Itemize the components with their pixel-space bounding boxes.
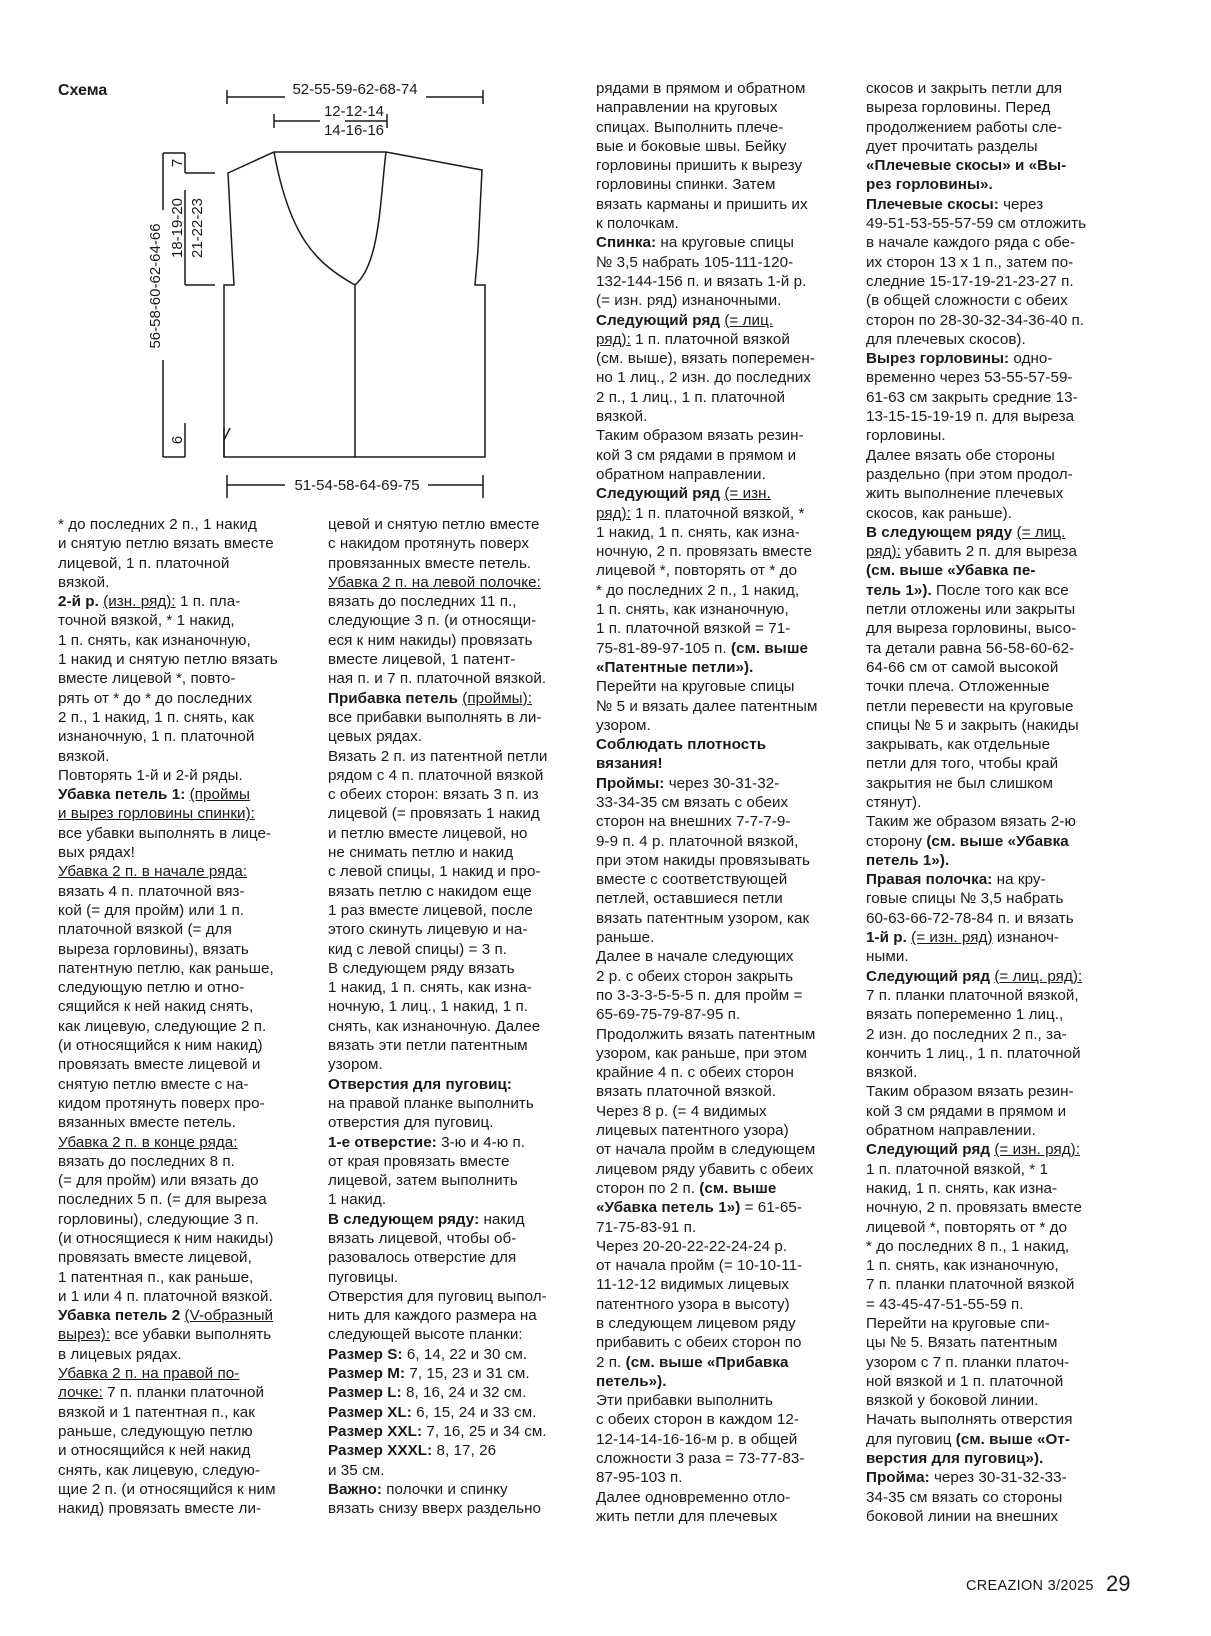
text-line: закрывать, как отдельные [866, 736, 1051, 754]
text-line: Далее одновременно отло- [596, 1488, 791, 1506]
vest-schematic [0, 0, 520, 494]
text-line: сторон по 28-30-32-34-36-40 п. [866, 311, 1085, 329]
text-line: 1 раз вместе лицевой, после [328, 901, 533, 919]
text-line: Пройма: через 30-31-32-33- [866, 1469, 1067, 1487]
text-line: Далее в начале следующих [596, 948, 794, 966]
text-line: вязать снизу вверх раздельно [328, 1500, 542, 1518]
text-line: лицевой *, повторять от * до [596, 562, 798, 580]
text-line: скосов и закрыть петли для [866, 80, 1063, 97]
text-line: ной вязкой и 1 п. платочной [866, 1372, 1064, 1390]
text-line: цевой и снятую петлю вместе [328, 516, 540, 533]
text-line: снять, как лицевую, следую- [58, 1461, 261, 1479]
text-line: Следующий ряд (= изн. [596, 485, 771, 503]
text-line: щие 2 п. (и относящийся к ним [58, 1480, 276, 1498]
scheme-title: Схема [58, 82, 108, 99]
text-line: раньше. [596, 929, 655, 947]
text-line: к полочкам. [596, 215, 679, 233]
text-line: 132-144-156 п. и вязать 1-й р. [596, 272, 807, 290]
text-line: ряд): 1 п. платочной вязкой [596, 330, 790, 348]
rib-height-label: 6 [169, 435, 186, 445]
text-line: (см. выше), вязать поперемен- [596, 350, 815, 368]
text-line: сящийся к ней накид снять, [58, 998, 254, 1016]
bottom-width-label: 51-54-58-64-69-75 [294, 477, 420, 494]
text-line: (= изн. ряд) изнаночными. [596, 292, 782, 310]
text-line: кой 3 см рядами в прямом и [866, 1102, 1067, 1120]
text-line: сложности 3 раза = 73-77-83- [596, 1450, 805, 1468]
text-line: Соблюдать плотность [596, 736, 767, 754]
text-line: Таким образом вязать резин- [596, 427, 804, 445]
text-line: горловины спинки. Затем [596, 176, 776, 194]
text-line: 49-51-53-55-57-59 см отложить [866, 215, 1087, 233]
text-line: Правая полочка: на кру- [866, 871, 1046, 889]
text-line: Эти прибавки выполнить [596, 1392, 773, 1410]
text-line: Вязать 2 п. из патентной петли [328, 747, 548, 765]
text-line: выреза горловины. Перед [866, 99, 1051, 117]
text-line: «Плечевые скосы» и «Вы- [866, 157, 1067, 175]
text-line: в лицевых рядах. [58, 1345, 182, 1363]
text-line: лицевой *, повторять от * до [866, 1218, 1068, 1236]
text-line: не снимать петлю и накид [328, 844, 514, 862]
text-line: вязкой и 1 патентная п., как [58, 1403, 255, 1421]
text-line: по 3-3-3-5-5-5 п. для пройм = [596, 986, 803, 1004]
text-line: с накидом протянуть поверх [328, 535, 529, 553]
text-line: направлении на круговых [596, 99, 778, 117]
text-line: 2 п., 1 лиц., 1 п. платочной [596, 388, 785, 406]
text-line: следующую петлю и отно- [58, 979, 245, 997]
text-line: вязать платочной вязкой. [596, 1083, 777, 1101]
text-line: патентную петлю, как раньше, [58, 959, 274, 977]
text-line: вместе лицевой, 1 патент- [328, 651, 516, 669]
text-line: вязать патентным узором, как [596, 909, 810, 927]
text-line: узором. [328, 1056, 383, 1074]
text-column-2 [328, 515, 590, 1518]
text-line: лицевой, затем выполнить [328, 1172, 518, 1190]
text-line: (= для пройм) или вязать до [58, 1172, 259, 1190]
text-line: ная п. и 7 п. платочной вязкой. [328, 670, 547, 688]
text-line: вязать 4 п. платочной вяз- [58, 882, 245, 900]
text-line: закрытия не был слишком [866, 774, 1054, 792]
text-line: Вырез горловины: одно- [866, 350, 1053, 368]
shoulder-drop-label: 7 [169, 158, 186, 168]
text-line: 2 п. (см. выше «Прибавка [596, 1353, 789, 1371]
text-line: Следующий ряд (= изн. ряд): [866, 1141, 1081, 1159]
text-line: вязкой. [596, 408, 648, 426]
text-line: лицевом ряду убавить с обеих [596, 1160, 814, 1178]
page-number: 29 [1106, 1571, 1131, 1596]
text-line: сторон по 2 п. (см. выше [596, 1179, 777, 1197]
text-line: кид с левой спицы) = 3 п. [328, 940, 508, 958]
text-line: жить выполнение плечевых [866, 485, 1064, 503]
text-line: в начале каждого ряда с обе- [866, 234, 1076, 252]
armhole-label-1: 18-19-20 [169, 197, 186, 259]
text-line: но 1 лиц., 2 изн. до последних [596, 369, 811, 387]
text-line: узором, как раньше, при этом [596, 1044, 808, 1062]
text-line: петли для того, чтобы край [866, 755, 1059, 773]
text-line: накид) провязать вместе ли- [58, 1500, 262, 1518]
text-line: 71-75-83-91 п. [596, 1218, 697, 1236]
text-line: спицах. Выполнить плече- [596, 118, 784, 136]
text-line: та детали равна 56-58-60-62- [866, 639, 1075, 657]
text-line: Через 8 р. (= 4 видимых [596, 1102, 767, 1120]
text-line: с обеих сторон в каждом 12- [596, 1411, 799, 1429]
text-line: Размер S: 6, 14, 22 и 30 см. [328, 1345, 528, 1363]
text-line: Прибавка петель (проймы): [328, 689, 533, 707]
text-line: от начала пройм в следующем [596, 1141, 816, 1159]
text-line: 11-12-12 видимых лицевых [596, 1276, 790, 1294]
text-line: для плечевых скосов). [866, 330, 1026, 348]
text-line: 2 изн. до последних 2 п., за- [866, 1025, 1067, 1043]
text-line: жить петли для плечевых [596, 1507, 778, 1525]
text-line: петли перевести на круговые [866, 697, 1074, 715]
text-line: Размер M: 7, 15, 23 и 31 см. [328, 1365, 530, 1383]
text-line: ночную, 1 лиц., 1 накид, 1 п. [328, 998, 529, 1016]
text-line: 1 п. снять, как изнаночную, [596, 601, 789, 619]
text-line: 61-63 см закрыть средние 13- [866, 388, 1078, 406]
text-line: 13-15-15-19-19 п. для выреза [866, 408, 1075, 426]
text-line: петлей, оставшиеся петли [596, 890, 783, 908]
text-line: Важно: полочки и спинку [328, 1480, 508, 1498]
text-line: Далее вязать обе стороны [866, 446, 1055, 464]
text-line: отверстия для пуговиц. [328, 1114, 494, 1132]
text-line: следующей высоте планки: [328, 1326, 523, 1344]
text-line: 1 накид и снятую петлю вязать [58, 651, 278, 669]
text-column-3 [596, 79, 858, 1526]
text-line: патентного узора в высоту) [596, 1295, 790, 1313]
text-line: Убавка 2 п. в конце ряда: [58, 1133, 238, 1151]
neck-width-label-2: 14-16-16 [323, 122, 385, 139]
text-line: 9-9 п. 4 р. платочной вязкой, [596, 832, 799, 850]
text-line: платочной вязкой (= для [58, 921, 232, 939]
text-line: петель»). [596, 1372, 667, 1390]
text-line: вязать до последних 11 п., [328, 593, 517, 611]
text-line: 12-14-14-16-16-м р. в общей [596, 1430, 798, 1448]
text-line: провязать вместе лицевой, [58, 1249, 252, 1267]
text-line: 64-66 см от самой высокой [866, 658, 1059, 676]
text-line: 2 р. с обеих сторон закрыть [596, 967, 794, 985]
text-line: Отверстия для пуговиц выпол- [328, 1287, 547, 1305]
total-height-label: 56-58-60-62-64-66 [147, 223, 164, 349]
text-line: Размер XXL: 7, 16, 25 и 34 см. [328, 1422, 547, 1440]
text-line: 1 п. платочной вязкой = 71- [596, 620, 791, 638]
text-line: 1 накид. [328, 1191, 387, 1209]
text-line: вязкой. [58, 747, 110, 765]
text-line: (и относящийся к ним накид) [58, 1037, 263, 1055]
text-line: Таким образом вязать резин- [866, 1083, 1074, 1101]
text-line: 7 п. планки платочной вязкой [866, 1276, 1075, 1294]
text-line: В следующем ряду: накид [328, 1210, 525, 1228]
text-line: вые и боковые швы. Бейку [596, 137, 787, 155]
text-line: и относящийся к ней накид [58, 1442, 251, 1460]
text-line: Перейти на круговые спицы [596, 678, 795, 696]
text-line: с обеих сторон: вязать 3 п. из [328, 786, 539, 804]
text-line: следующие 3 п. (и относящи- [328, 612, 537, 630]
text-line: для пуговиц (см. выше «От- [866, 1430, 1070, 1448]
text-line: от края провязать вместе [328, 1152, 510, 1170]
text-line: Размер XL: 6, 15, 24 и 33 см. [328, 1403, 537, 1421]
text-line: Через 20-20-22-22-24-24 р. [596, 1237, 788, 1255]
magazine-issue: CREAZION 3/2025 [966, 1578, 1094, 1594]
text-line: 60-63-66-72-78-84 п. и вязать [866, 909, 1074, 927]
text-line: снятую петлю вместе с на- [58, 1075, 249, 1093]
text-line: (и относящиеся к ним накиды) [58, 1229, 274, 1247]
text-line: разовалось отверстие для [328, 1249, 517, 1267]
text-line: ночную, 2 п. провязать вместе [596, 543, 813, 561]
text-line: еся к ним накиды) провязать [328, 631, 533, 649]
text-line: Убавка петель 1: (проймы [58, 786, 250, 804]
text-line: снять, как изнаночную. Далее [328, 1017, 541, 1035]
text-line: и 35 см. [328, 1461, 385, 1479]
text-line: * до последних 8 п., 1 накид, [866, 1237, 1070, 1255]
text-line: рядами в прямом и обратном [596, 80, 806, 97]
text-line: лицевой (= провязать 1 накид [328, 805, 540, 823]
text-line: точной вязкой, * 1 накид, [58, 612, 235, 630]
text-line: ными. [866, 948, 909, 966]
text-line: «Убавка петель 1») = 61-65- [596, 1199, 802, 1217]
text-line: ночную, 2 п. провязать вместе [866, 1199, 1083, 1217]
text-line: ряд): 1 п. платочной вязкой, * [596, 504, 805, 522]
text-line: вязать петлю с накидом еще [328, 882, 532, 900]
text-line: лицевой, 1 п. платочной [58, 554, 230, 572]
text-line: и вырез горловины спинки): [58, 805, 255, 823]
text-line: обратном направлении. [866, 1122, 1036, 1140]
text-line: точки плеча. Отложенные [866, 678, 1050, 696]
text-line: провязанных вместе петель. [328, 554, 532, 572]
text-line: выреза горловины), вязать [58, 940, 249, 958]
text-line: рез горловины». [866, 176, 993, 194]
text-line: № 3,5 набрать 105-111-120- [596, 253, 794, 271]
text-line: Таким же образом вязать 2-ю [866, 813, 1076, 831]
text-line: Продолжить вязать патентным [596, 1025, 816, 1043]
text-line: кой 3 см рядами в прямом и [596, 446, 797, 464]
text-line: вязанных вместе петель. [58, 1114, 236, 1132]
text-line: этого скинуть лицевую и на- [328, 921, 528, 939]
text-line: продолжением работы сле- [866, 118, 1063, 136]
text-line: вырез): все убавки выполнять [58, 1326, 272, 1344]
top-width-label: 52-55-59-62-68-74 [292, 81, 418, 98]
text-line: * до последних 2 п., 1 накид, [596, 581, 800, 599]
text-line: раньше, следующую петлю [58, 1422, 253, 1440]
text-line: Отверстия для пуговиц: [328, 1075, 512, 1093]
text-line: вязкой. [58, 573, 110, 591]
text-line: и 1 или 4 п. платочной вязкой. [58, 1287, 273, 1305]
text-line: Проймы: через 30-31-32- [596, 774, 780, 792]
text-line: 65-69-75-79-87-95 п. [596, 1006, 741, 1024]
text-line: для выреза горловины, высо- [866, 620, 1077, 638]
text-line: накид, 1 п. снять, как изна- [866, 1179, 1058, 1197]
text-line: раздельно (при этом продол- [866, 465, 1073, 483]
text-line: узором. [596, 716, 651, 734]
text-line: кончить 1 лиц., 1 п. платочной [866, 1044, 1081, 1062]
text-line: вязать эти петли патентным [328, 1037, 528, 1055]
text-line: 1-й р. (= изн. ряд) изнаноч- [866, 929, 1060, 947]
text-line: 7 п. планки платочной вязкой, [866, 986, 1079, 1004]
text-line: (см. выше «Убавка пе- [866, 562, 1036, 580]
text-line: дует прочитать разделы [866, 137, 1038, 155]
neck-width-label-1: 12-12-14 [323, 103, 385, 120]
text-line: сторон на внешних 7-7-7-9- [596, 813, 791, 831]
text-line: все убавки выполнять в лице- [58, 824, 272, 842]
text-line: 75-81-89-97-105 п. (см. выше [596, 639, 809, 657]
text-line: вместе с соответствующей [596, 871, 788, 889]
text-line: провязать вместе лицевой и [58, 1056, 261, 1074]
text-line: Убавка 2 п. на левой полочке: [328, 573, 541, 591]
text-line: «Патентные петли»). [596, 658, 754, 676]
text-line: вязать попеременно 1 лиц., [866, 1006, 1064, 1024]
text-line: говые спицы № 3,5 набрать [866, 890, 1064, 908]
text-line: лочке: 7 п. планки платочной [58, 1384, 265, 1402]
text-line: цы № 5. Вязать патентным [866, 1334, 1058, 1352]
text-column-1 [58, 515, 320, 1518]
text-line: крайние 4 п. с обеих сторон [596, 1064, 794, 1082]
text-line: Следующий ряд (= лиц. ряд): [866, 967, 1083, 985]
text-line: в следующем лицевом ряду [596, 1315, 796, 1332]
text-line: (в общей сложности с обеих [866, 292, 1068, 310]
text-line: Убавка 2 п. в начале ряда: [58, 863, 248, 881]
text-line: вязать карманы и пришить их [596, 195, 808, 213]
armhole-label-2: 21-22-23 [189, 197, 206, 259]
text-line: пуговицы. [328, 1268, 399, 1286]
text-column-4 [866, 79, 1128, 1526]
text-line: Размер XXXL: 8, 17, 26 [328, 1442, 497, 1460]
text-line: и петлю вместе лицевой, но [328, 824, 528, 842]
text-line: петель 1»). [866, 851, 950, 869]
text-line: прибавить с обеих сторон по [596, 1334, 802, 1352]
text-line: скосов, как раньше). [866, 504, 1012, 522]
text-line: петли отложены или закрыты [866, 601, 1076, 619]
text-line: кой (= для пройм) или 1 п. [58, 901, 245, 919]
text-line: от начала пройм (= 10-10-11- [596, 1257, 803, 1275]
text-line: 1 п. снять, как изнаночную, [866, 1257, 1059, 1275]
text-line: и снятую петлю вязать вместе [58, 535, 274, 553]
text-line: следние 15-17-19-21-23-27 п. [866, 272, 1074, 290]
text-line: Перейти на круговые спи- [866, 1315, 1050, 1332]
text-line: лицевых патентного узора) [596, 1122, 789, 1140]
text-line: с левой спицы, 1 накид и про- [328, 863, 541, 881]
text-line: 2 п., 1 накид, 1 п. снять, как [58, 708, 254, 726]
text-line: последних 5 п. (= для выреза [58, 1191, 267, 1209]
text-line: Спинка: на круговые спицы [596, 234, 795, 252]
text-line: Повторять 1-й и 2-й ряды. [58, 766, 243, 784]
text-line: вязать лицевой, чтобы об- [328, 1229, 517, 1247]
text-line: стянут). [866, 793, 922, 811]
text-line: все прибавки выполнять в ли- [328, 708, 542, 726]
text-line: горловины), следующие 3 п. [58, 1210, 259, 1228]
text-line: рять от * до * до последних [58, 689, 253, 707]
text-line: 1-е отверстие: 3-ю и 4-ю п. [328, 1133, 526, 1151]
text-line: В следующем ряду (= лиц. [866, 523, 1066, 541]
text-line: 2-й р. (изн. ряд): 1 п. пла- [58, 593, 241, 611]
text-line: вязкой. [866, 1064, 918, 1082]
text-line: 1 п. платочной вязкой, * 1 [866, 1160, 1049, 1178]
text-line: Следующий ряд (= лиц. [596, 311, 774, 329]
text-line: 87-95-103 п. [596, 1469, 683, 1487]
text-line: вместе лицевой *, повто- [58, 670, 236, 688]
text-line: обратном направлении. [596, 465, 766, 483]
text-line: ряд): убавить 2 п. для выреза [866, 543, 1077, 561]
text-line: вязать до последних 8 п. [58, 1152, 235, 1170]
text-line: на правой планке выполнить [328, 1094, 534, 1112]
text-line: вязкой у боковой линии. [866, 1392, 1039, 1410]
text-line: 33-34-35 см вязать с обеих [596, 793, 789, 811]
text-line: Убавка 2 п. на правой по- [58, 1365, 240, 1383]
text-line: горловины пришить к вырезу [596, 157, 803, 175]
text-line: при этом накиды провязывать [596, 851, 810, 869]
text-line: кидом протянуть поверх про- [58, 1094, 265, 1112]
text-line: нить для каждого размера на [328, 1307, 537, 1325]
text-line: спицы № 5 и закрыть (накиды [866, 716, 1079, 734]
text-line: 1 патентная п., как раньше, [58, 1268, 254, 1286]
text-line: сторону (см. выше «Убавка [866, 832, 1069, 850]
text-line: тель 1»). После того как все [866, 581, 1069, 599]
text-line: вых рядах! [58, 844, 135, 862]
text-line: вязания! [596, 755, 663, 773]
text-line: как лицевую, следующие 2 п. [58, 1017, 267, 1035]
text-line: боковой линии на внешних [866, 1507, 1059, 1525]
text-line: 1 накид, 1 п. снять, как изна- [596, 523, 800, 541]
text-line: узором с 7 п. планки платоч- [866, 1353, 1070, 1371]
text-line: * до последних 2 п., 1 накид [58, 516, 257, 533]
text-line: цевых рядах. [328, 728, 422, 746]
text-line: их сторон 13 х 1 п., затем по- [866, 253, 1074, 271]
text-line: 34-35 см вязать со стороны [866, 1488, 1063, 1506]
text-line: В следующем ряду вязать [328, 959, 515, 977]
text-line: Убавка петель 2 (V-образный [58, 1307, 274, 1325]
text-line: верстия для пуговиц»). [866, 1450, 1044, 1468]
text-line: = 43-45-47-51-55-59 п. [866, 1295, 1024, 1313]
text-line: Размер L: 8, 16, 24 и 32 см. [328, 1384, 527, 1402]
text-line: изнаночную, 1 п. платочной [58, 728, 255, 746]
text-line: 1 накид, 1 п. снять, как изна- [328, 979, 532, 997]
text-line: Плечевые скосы: через [866, 195, 1044, 213]
text-line: горловины. [866, 427, 946, 445]
text-line: № 5 и вязать далее патентным [596, 697, 818, 715]
text-line: Начать выполнять отверстия [866, 1411, 1073, 1429]
text-line: 1 п. снять, как изнаночную, [58, 631, 251, 649]
text-line: рядом с 4 п. платочной вязкой [328, 766, 544, 784]
text-line: временно через 53-55-57-59- [866, 369, 1073, 387]
